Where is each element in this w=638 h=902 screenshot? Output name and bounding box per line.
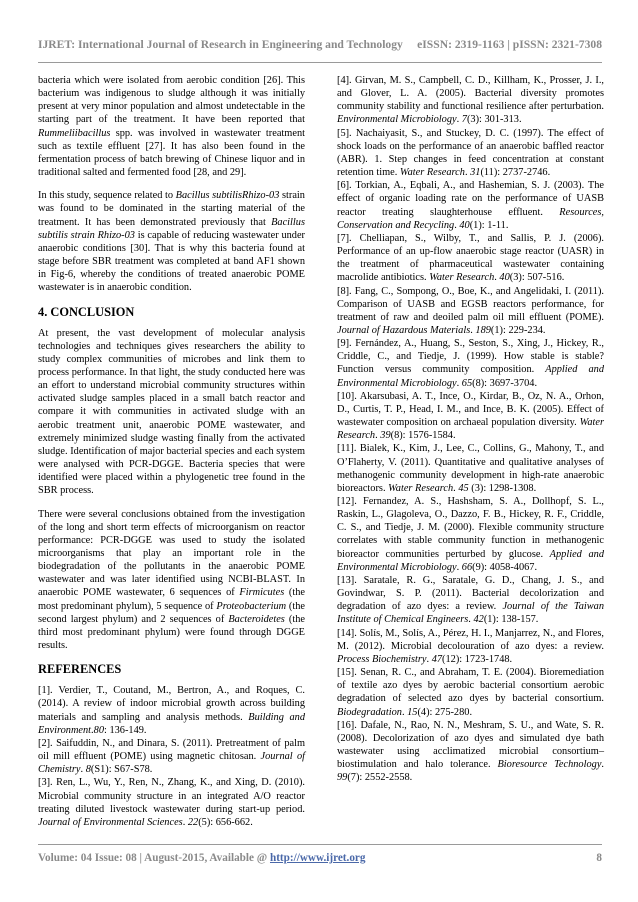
text-run: (12): 1723-1748. xyxy=(442,653,513,665)
italic-text: Journal of the Taiwan Institute of Chemical Engineers xyxy=(337,601,604,626)
italic-text: Journal of Environmental Sciences xyxy=(38,816,183,828)
text-run: . xyxy=(182,816,188,828)
text-run: (3): 301-313. xyxy=(466,114,522,126)
text-run: (the second largest phylum) and 2 sequences of xyxy=(38,600,306,625)
reference-item xyxy=(337,74,604,127)
text-run: . xyxy=(468,614,474,626)
italic-text: 66 xyxy=(461,561,473,573)
text-run: (7): 2552-2558. xyxy=(347,772,413,784)
text-run: . xyxy=(454,219,460,231)
reference-item xyxy=(337,232,604,285)
reference-item xyxy=(337,495,604,574)
italic-text: Proteobacterium xyxy=(216,600,287,612)
reference-item xyxy=(337,719,604,785)
text-run: [16]. Dafale, N., Rao, N. N., Meshram, S. U., and Wate, S. R. (2008). Decolorization of azo dyes and simulated dye bath wastewater using acclimatized microbial consortium–biostimulation and halo tolerance. xyxy=(337,719,604,771)
italic-text: Bacillus subtilis strain Rhizo-03 xyxy=(38,216,305,241)
text-run: : 136-149. xyxy=(103,724,147,736)
italic-text: 189 xyxy=(475,324,491,336)
text-run: [12]. Fernandez, A. S., Hashsham, S. A., Dollhopf, S. L., Raskin, L., Glagoleva, O., Dazzo, F. B., Hickey, R. F., Criddle, C. S., and Tiedje, J. M. (2000). Flexible community structure correlates with stable community function in methanogenic bioreactor communities perturbed by glucose. xyxy=(337,496,604,560)
journal-title: IJRET: International Journal of Research in Engineering and Technology xyxy=(38,38,403,51)
italic-text: Water Research xyxy=(388,482,454,494)
italic-text: Resources, Conservation and Recycling xyxy=(337,206,604,231)
running-header xyxy=(38,38,602,54)
text-run: is capable of reducing wastewater under anaerobic conditions [30]. That is why this bacteria found at stage before SBR treatment was completed at band AF1 shown in Fig-6, whereby the conditions of treated anaerobic POME wastewater is in anaerobic condition. xyxy=(38,229,305,294)
reference-item xyxy=(337,179,604,232)
running-footer xyxy=(38,852,602,868)
text-run: (9): 4058-4067. xyxy=(472,561,538,573)
page-number: 8 xyxy=(596,852,602,864)
text-run: (1): 138-157. xyxy=(483,614,539,626)
text-run: (3): 507-516. xyxy=(509,272,565,284)
text-run: (1): 1-11. xyxy=(469,219,509,231)
italic-text: Building and Environment xyxy=(38,711,305,736)
footer-text: Volume: 04 Issue: 08 | August-2015, Available @ xyxy=(38,852,270,864)
left-column xyxy=(38,74,305,829)
italic-text: 40 xyxy=(459,219,470,231)
text-run: (8): 1576-1584. xyxy=(390,430,456,442)
reference-item xyxy=(337,337,604,390)
text-run: . xyxy=(91,724,94,736)
text-run: [15]. Senan, R. C., and Abraham, T. E. (2004). Bioremediation of textile azo dyes by aerobic bacterial consortium aerobic degradation of selected azo dyes by bacterial consortium. xyxy=(337,667,604,705)
italic-text: 80 xyxy=(93,724,104,736)
references-heading: REFERENCES xyxy=(38,662,122,677)
body-paragraph xyxy=(38,327,305,498)
italic-text: 7 xyxy=(461,114,467,126)
italic-text: Process Biochemistry xyxy=(337,653,427,665)
conclusion-heading: 4. CONCLUSION xyxy=(38,304,135,319)
reference-item xyxy=(337,285,604,338)
reference-item xyxy=(337,442,604,495)
text-run: [3]. Ren, L., Wu, Y., Ren, N., Zhang, K., and Xing, D. (2010). Microbial community structure in an integrated A/O reactor treating diluted livestock wastewater during start-up period. xyxy=(38,777,305,815)
italic-text: Environmental Microbiology xyxy=(337,114,457,126)
body-paragraph xyxy=(38,508,305,653)
text-run: . xyxy=(456,377,462,389)
italic-text: Journal of Hazardous Materials xyxy=(337,324,471,336)
reference-item xyxy=(38,737,305,776)
italic-text: Rummeliibacillus xyxy=(38,127,111,139)
text-run: bacteria which were isolated from aerobic condition [26]. This bacterium was indigenous to sludge although it was initially present at very minor population and almost undetectable in the starting part of the treatment. It have been reported that xyxy=(38,75,305,126)
text-run: There were several conclusions obtained from the investigation of the long and short term effects of microorganism on reactor performance: PCR-DGGE was used to study the isolated microorganisms that play an important role in the biodegradation of the pollutants in the anaerobic POME wastewater and was later identified using NCBI-BLAST. In anaerobic POME wastewater, 6 sequences of xyxy=(38,508,305,599)
reference-item xyxy=(337,574,604,627)
text-run: (3): 1298-1308. xyxy=(468,482,537,494)
footer-divider xyxy=(38,844,602,845)
italic-text: 8 xyxy=(85,764,91,776)
italic-text: Applied and Environmental Microbiology xyxy=(337,364,604,389)
italic-text: Bacteroidetes xyxy=(228,613,285,625)
text-run: . xyxy=(80,764,86,776)
text-run: In this study, sequence related to xyxy=(38,190,176,202)
text-run: . xyxy=(470,324,476,336)
text-run: [9]. Fernández, A., Huang, S., Seston, S., Xing, J., Hickey, R., Criddle, C., and Tiedje, J. (1999). How stable is stable? Function versus community composition. xyxy=(337,338,604,376)
italic-text: 31 xyxy=(470,167,481,179)
text-run: [13]. Saratale, R. G., Saratale, G. D., Chang, J. S., and Govindwar, S. P. (2011). Bacterial decolorization and degradation of azo dyes: a review. xyxy=(337,574,604,613)
text-run: (4): 275-280. xyxy=(417,706,473,718)
italic-text: Firmicutes xyxy=(239,587,285,599)
text-run: [1]. Verdier, T., Coutand, M., Bertron, A., and Roques, C. (2014). A review of indoor microbial growth across building materials and sampling and analysis methods. xyxy=(38,685,305,723)
text-run: spp. was involved in wastewater treatment such as textile effluent [27]. It has also been found in the fermentation process of batch brewing of Chinese liquor and in traditional salted and fermented food [28, and 29]. xyxy=(38,127,305,179)
text-run: . xyxy=(464,167,471,179)
text-run: . xyxy=(494,272,500,284)
header-divider xyxy=(38,62,602,63)
text-run: [7]. Chelliapan, S., Wilby, T., and Sallis, P. J. (2006). Performance of an up-flow anaerobic stage reactor (UASR) in the treatment of pharmaceutical wastewater containing macrolide antibiotics. xyxy=(337,232,604,284)
text-run: (11): 2737-2746. xyxy=(480,167,551,179)
italic-text: 65 xyxy=(461,377,473,389)
text-run: . xyxy=(456,114,462,126)
body-paragraph xyxy=(38,189,305,294)
text-run: (the most predominant phylum), 5 sequence of xyxy=(38,587,305,612)
italic-text: Water Research xyxy=(337,417,604,442)
reference-item xyxy=(337,127,604,180)
italic-text: 22 xyxy=(187,816,199,828)
reference-list-left xyxy=(38,684,305,829)
italic-text: 39 xyxy=(380,430,391,442)
text-run: . xyxy=(426,653,432,665)
journal-website-link[interactable]: http://www.ijret.org xyxy=(269,852,366,864)
text-run: (S1): S67-S78. xyxy=(90,764,153,776)
reference-item xyxy=(38,684,305,737)
text-run: [4]. Girvan, M. S., Campbell, C. D., Killham, K., Prosser, J. I., and Glover, L. A. (2005). Bacterial diversity promotes community stability and functional resilience after perturbation. xyxy=(337,75,604,113)
italic-text: 45 xyxy=(458,482,469,494)
italic-text: Bacillus subtilisRhizo-03 xyxy=(175,190,280,202)
text-run: At present, the vast development of molecular analysis technologies and techniques gives researchers the ability to study complex communities of microbes and link them to process performance. In that light, the study conducted here was an effort to understand microbial community structures within activated sludge samples placed in a small batch reactor and compare it with communities in activated sludge with an aerobic treatment unit, anaerobic POME wastewater, and extremely minimized sludge wasting finally from the activated sludge. Identification of major bacterial species and each system were analysed with PCR-DGGE. Bacteria species that were identified were placed within a phylogenetic tree found in the SBR process. xyxy=(38,327,305,497)
reference-item xyxy=(337,390,604,443)
text-run: . xyxy=(375,430,381,442)
text-run: . xyxy=(456,561,462,573)
text-run: (5): 656-662. xyxy=(198,816,253,828)
italic-text: Water Research xyxy=(399,167,465,179)
reference-item xyxy=(337,666,604,719)
italic-text: 40 xyxy=(499,272,510,284)
italic-text: 47 xyxy=(431,653,443,665)
text-run: . xyxy=(401,706,408,718)
text-run: [10]. Akarsubasi, A. T., Ince, O., Kirdar, B., Oz, N. A., Orhon, D., Curtis, T. P., Head, I. M., and Ince, B. K. (2005). Effect of wastewater composition on archaeal population diversity. xyxy=(337,390,604,429)
body-paragraph xyxy=(38,74,305,179)
reference-item xyxy=(337,627,604,666)
italic-text: Journal of Chemistry xyxy=(38,751,305,776)
text-run: [14]. Solís, M., Solís, A., Pérez, H. I., Manjarrez, N., and Flores, M. (2012). Microbial decolouration of azo dyes: a review. xyxy=(337,627,604,652)
text-run: (8): 3697-3704. xyxy=(472,377,538,389)
italic-text: Water Research xyxy=(429,272,495,284)
footer-volume-info xyxy=(38,852,365,864)
text-run: [2]. Saifuddin, N., and Dinara, S. (2011). Pretreatment of palm oil mill effluent (POME) using magnetic chitosan. xyxy=(38,737,305,763)
text-run: [5]. Nachaiyasit, S., and Stuckey, D. C. (1997). The effect of shock loads on the performance of an anaerobic baffled reactor (ABR). 1. Step changes in feed concentration at constant retention time. xyxy=(337,127,604,179)
italic-text: 99 xyxy=(337,772,348,784)
text-run: [8]. Fang, C., Sompong, O., Boe, K., and Angelidaki, I. (2011). Comparison of UASB and EGSB reactors performance, for treatment of raw and deoiled palm oil mill effluent (POME). xyxy=(337,285,604,323)
italic-text: Bioresource Technology xyxy=(497,759,602,771)
italic-text: Biodegradation xyxy=(337,706,402,718)
italic-text: 42 xyxy=(473,614,484,626)
italic-text: 15 xyxy=(407,706,418,718)
text-run: [6]. Torkian, A., Eqbali, A., and Hashemian, S. J. (2003). The effect of organic loading rate on the performance of UASB reactor treating slaughterhouse effluent. xyxy=(337,180,604,218)
text-run: (1): 229-234. xyxy=(490,324,546,336)
reference-item xyxy=(38,776,305,829)
italic-text: Applied and Environmental Microbiology xyxy=(337,548,604,573)
right-column xyxy=(337,74,604,784)
text-run: (the third most predominant phylum) were found through DGGE results. xyxy=(38,613,305,652)
issn-numbers: eISSN: 2319-1163 | pISSN: 2321-7308 xyxy=(417,38,602,51)
text-run: . xyxy=(453,482,459,494)
text-run: . xyxy=(601,759,605,771)
text-run: [11]. Bialek, K., Kim, J., Lee, C., Collins, G., Mahony, T., and O’Flaherty, V. (2011). Quantitative and qualitative analyses of methanogenic community development in high-rate anaerobic bioreactors. xyxy=(337,443,604,494)
text-run: strain was found to be dominated in the starting material of the treatment. It has been demonstrated previously that xyxy=(38,190,305,228)
